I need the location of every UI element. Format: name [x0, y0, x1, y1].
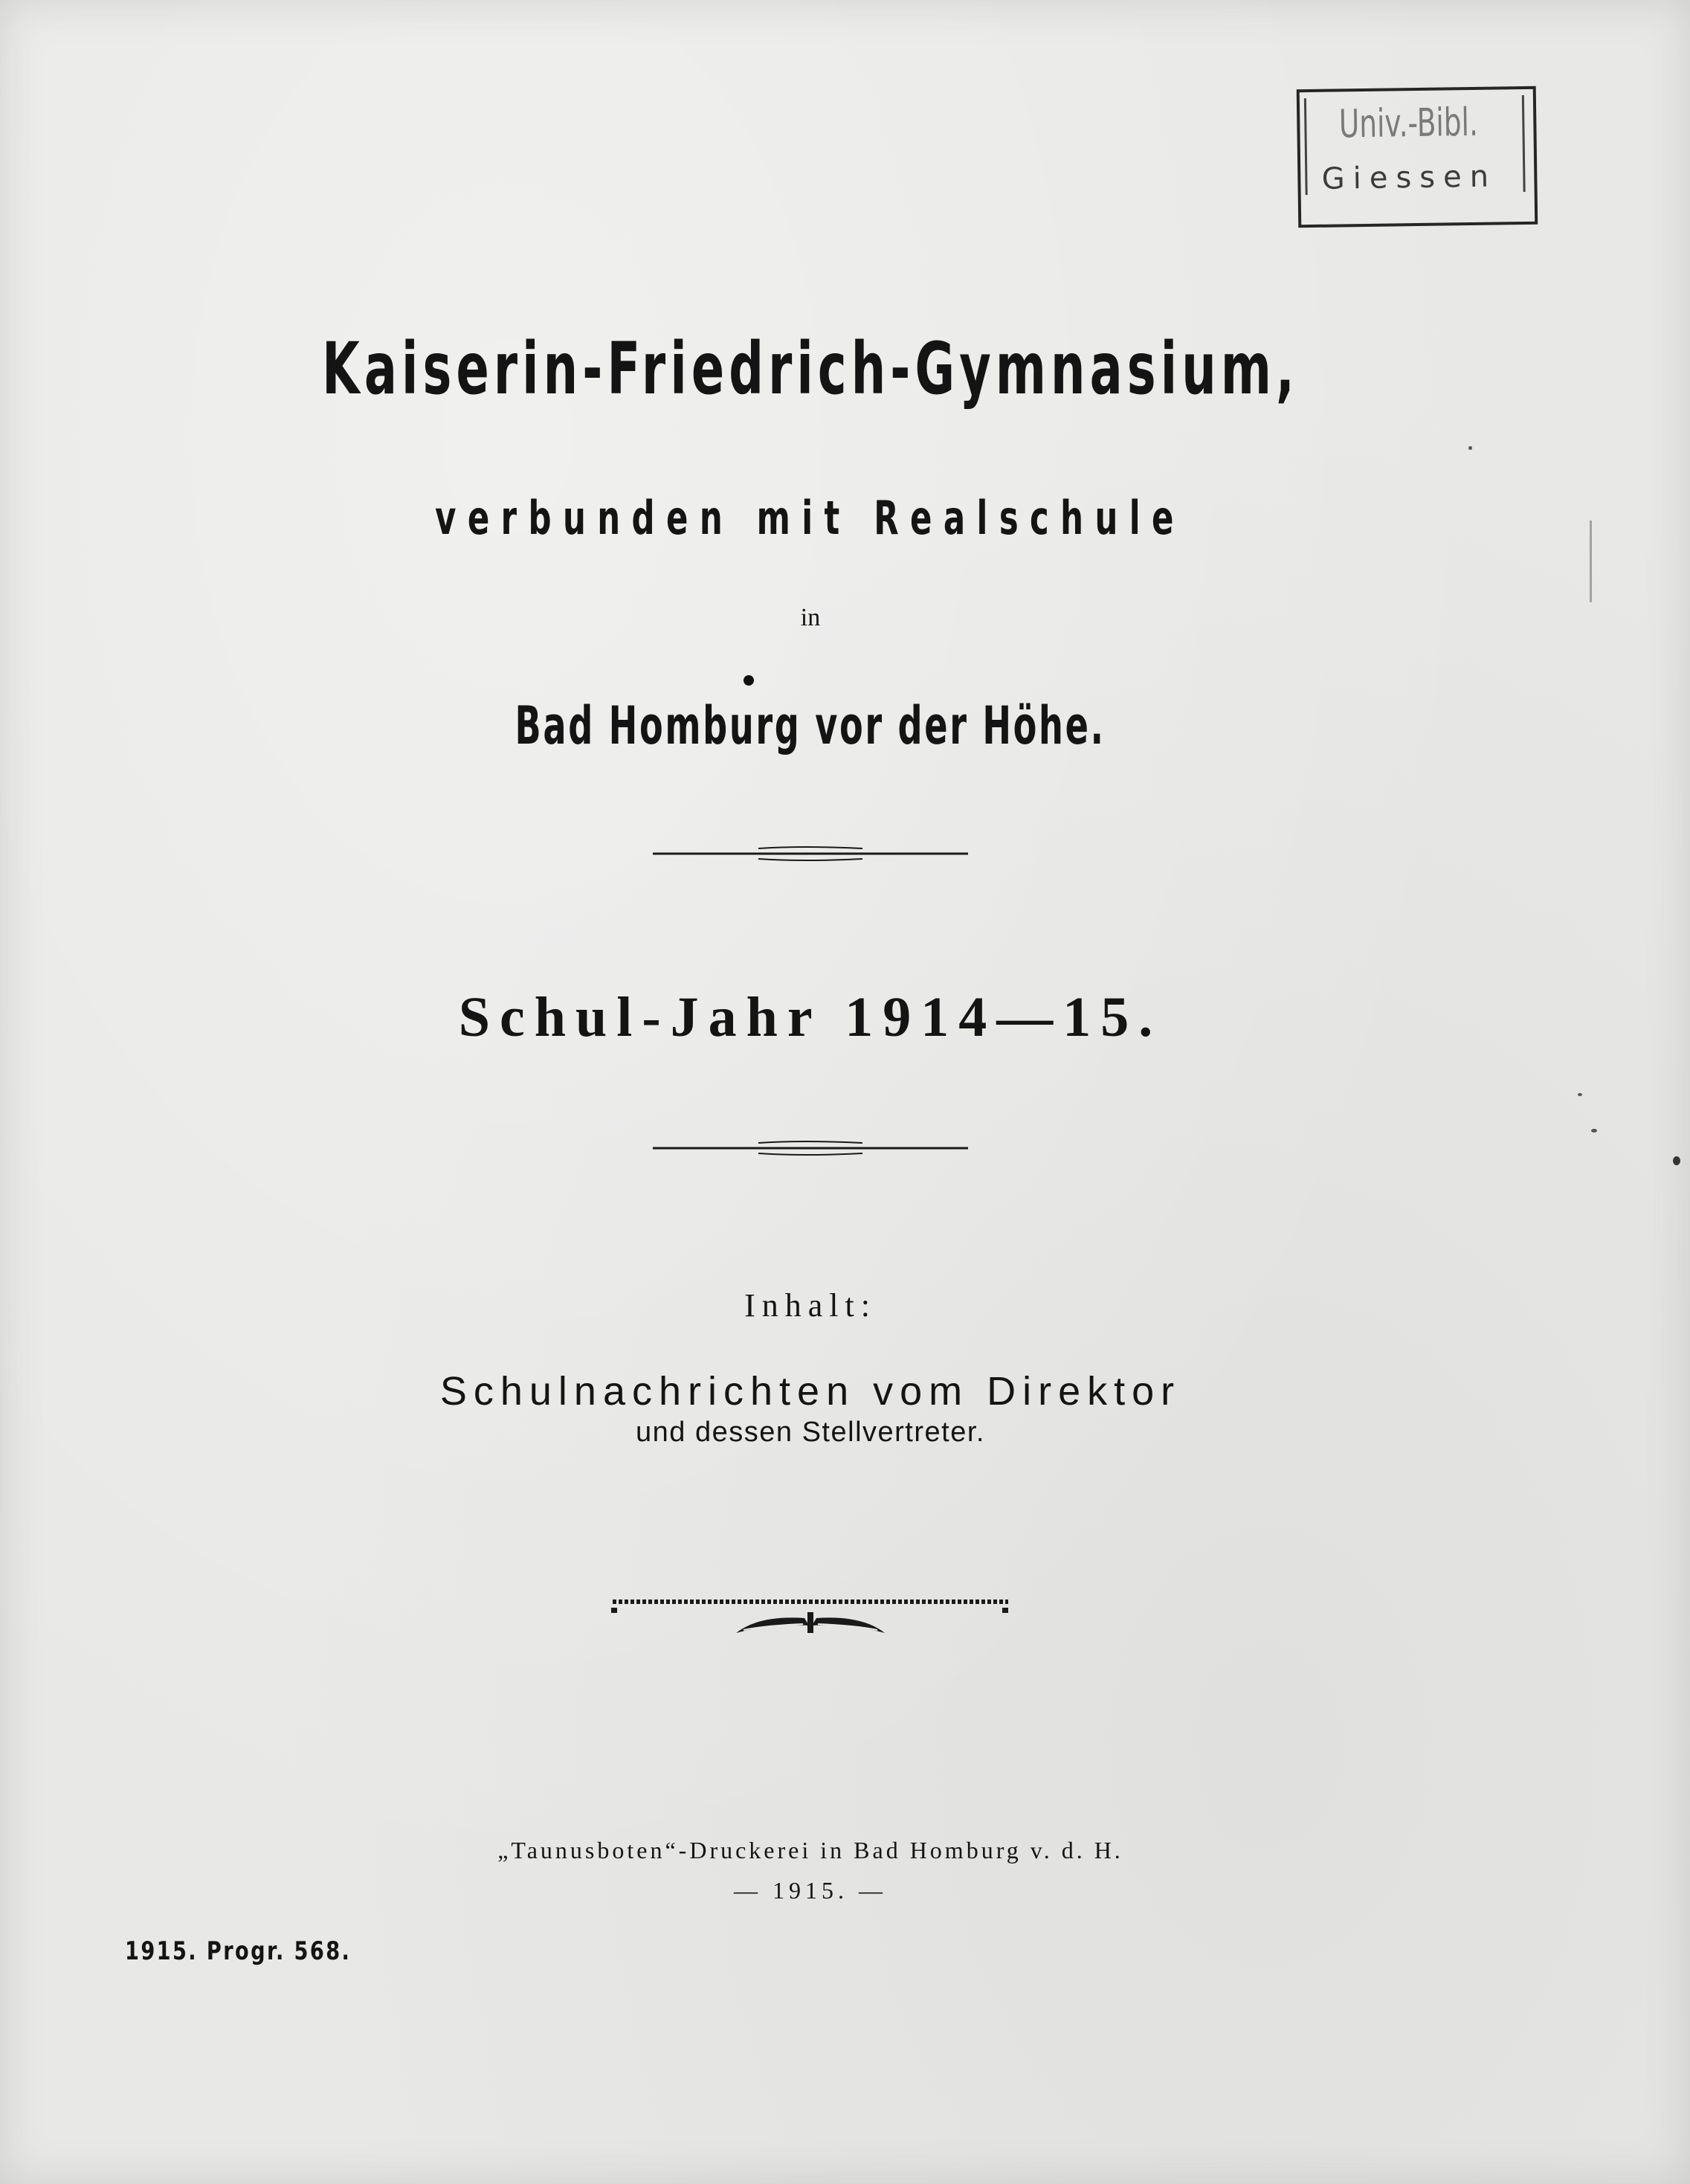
stamp-city: Giessen [1321, 159, 1497, 196]
library-stamp [1297, 86, 1541, 230]
stamp-library-name: Univ.-Bibl. [1338, 100, 1479, 147]
contents-item: Schulnachrichten vom Direktor [439, 1369, 1181, 1414]
scan-speck [1673, 1156, 1680, 1165]
scan-speck [1578, 1093, 1582, 1096]
school-year: Schul-Jahr 1914—15. [458, 986, 1163, 1048]
scan-mark [1590, 521, 1592, 602]
print-year: — 1915. — [734, 1877, 887, 1904]
city-name: Bad Homburg vor der Höhe. [515, 695, 1106, 756]
subtitle-line [0, 491, 1621, 545]
contents-heading: Inhalt: [744, 1287, 877, 1324]
double-rule-divider-top [647, 839, 974, 872]
printer-imprint: „Taunusboten“-Druckerei in Bad Homburg v. d. H. [497, 1837, 1123, 1864]
scan-speck [1591, 1129, 1597, 1133]
contents-item-subline: und dessen Stellvertreter. [636, 1417, 985, 1448]
decorative-ornament [610, 1591, 1011, 1651]
program-number: 1915. Progr. 568. [125, 1936, 352, 1966]
city-line [0, 695, 1621, 756]
school-subtitle: verbunden mit Realschule [435, 491, 1186, 545]
double-rule-divider-bottom [647, 1133, 974, 1166]
school-title: Kaiserin-Friedrich-Gymnasium, [322, 327, 1299, 410]
ink-dot [744, 675, 754, 686]
title-line [0, 327, 1621, 410]
word-in: in [800, 604, 821, 631]
scan-speck [1468, 446, 1472, 450]
